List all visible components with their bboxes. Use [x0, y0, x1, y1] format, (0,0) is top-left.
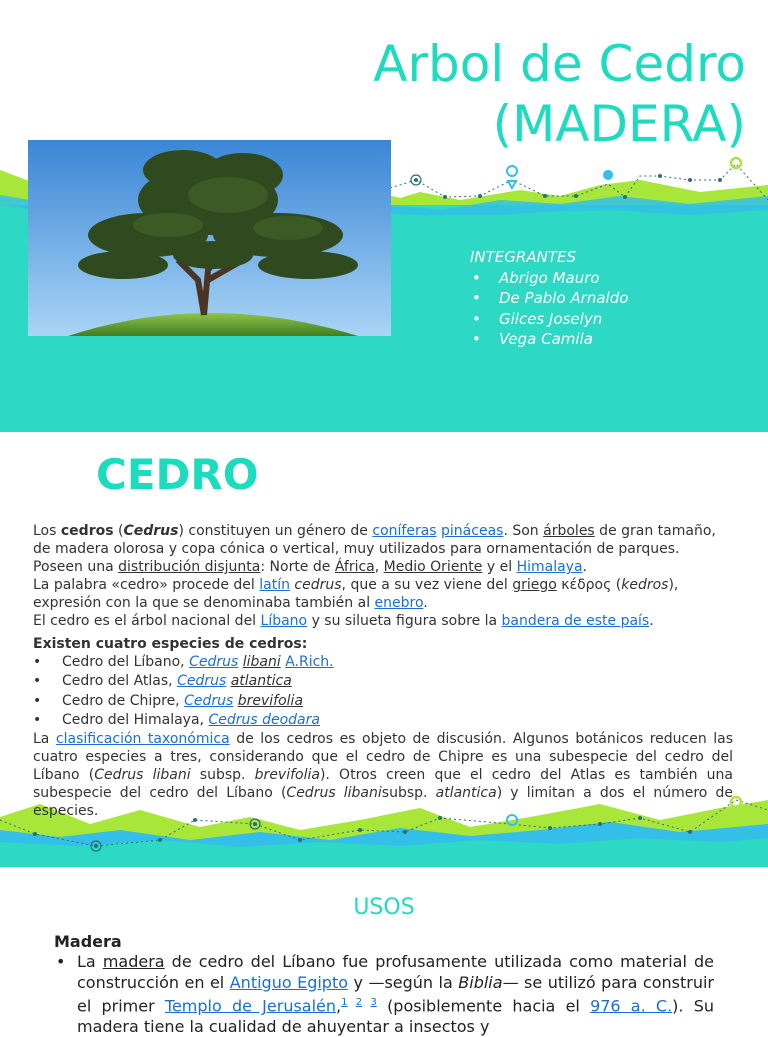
species-list: [33, 653, 733, 730]
usos-heading: USOS: [353, 895, 415, 920]
link-cedrus-deodara[interactable]: Cedrus deodara: [208, 711, 320, 728]
member-item: • Abrigo Mauro: [470, 268, 628, 289]
madera-subheading: Madera: [54, 932, 122, 951]
species-item: • Cedro del Líbano, Cedrus libani A.Rich.: [33, 653, 733, 672]
ref-3[interactable]: 3: [370, 997, 377, 1008]
member-item: • Vega Camila: [470, 329, 628, 350]
link-clasificacion[interactable]: clasificación taxonómica: [55, 731, 230, 748]
member-item: • De Pablo Arnaldo: [470, 288, 628, 309]
paragraph-etymology: La palabra «cedro» procede del latín cedrus, que a su vez viene del griego κέδρος (kedros), expresión con la que se denominaba también al enebro.: [33, 577, 679, 611]
bullet: •: [56, 952, 66, 971]
title-line-1: Arbol de Cedro: [373, 35, 746, 93]
ref-2[interactable]: 2: [355, 997, 363, 1008]
slide-divider: [0, 867, 768, 870]
link-distribucion[interactable]: distribución disjunta: [118, 559, 261, 575]
usos-slide: [0, 870, 768, 1036]
link-antiguo-egipto[interactable]: Antiguo Egipto: [229, 972, 349, 992]
link-africa[interactable]: África: [334, 559, 375, 575]
link-enebro[interactable]: enebro: [374, 595, 424, 611]
link-cedrus[interactable]: Cedrus: [184, 692, 234, 709]
link-pinaceas[interactable]: pináceas: [441, 523, 504, 539]
species-item: • Cedro del Himalaya, Cedrus deodara: [33, 711, 733, 730]
link-himalaya[interactable]: Himalaya: [516, 559, 583, 575]
link-arboles[interactable]: árboles: [543, 523, 595, 539]
paragraph-intro: Los cedros (Cedrus) constituyen un género de coníferas pináceas. Son árboles de gran tamaño, de madera olorosa y copa cónica o vertical, muy utilizados para ornamentación de parques. Poseen una distribución disjunta: Norte de África, Medio Oriente y el Himalaya.: [33, 523, 716, 575]
species-heading: Existen cuatro especies de cedros:: [33, 636, 308, 652]
cedro-body: [33, 522, 733, 820]
section-heading: CEDRO: [96, 450, 259, 499]
link-cedrus[interactable]: Cedrus: [189, 654, 239, 670]
slide-divider: [0, 432, 768, 435]
link-templo[interactable]: Templo de Jerusalén: [164, 996, 337, 1016]
madera-paragraph: La madera de cedro del Líbano fue profusamente utilizada como material de construcción en el Antiguo Egipto y —según la Biblia— se utilizó para construir el primer Templo de Jerusalén,$^{1 2 3}$ (posiblemente hacia el 976 a. C.). Su madera tiene la cualidad de ahuyentar a insectos y: [77, 952, 715, 1036]
page-title: [373, 34, 746, 154]
cedar-tree-photo: [28, 140, 391, 336]
species-item: • Cedro del Atlas, Cedrus atlantica: [33, 672, 733, 691]
madera-body: [56, 952, 714, 1037]
link-griego[interactable]: griego: [512, 577, 557, 593]
ref-1[interactable]: 1: [341, 997, 348, 1008]
members-list: [470, 268, 628, 350]
title-line-2: (MADERA): [492, 95, 746, 153]
species-item: • Cedro de Chipre, Cedrus brevifolia: [33, 692, 733, 711]
link-976[interactable]: 976 a. C.: [590, 996, 673, 1016]
link-author[interactable]: A.Rich.: [285, 654, 334, 670]
link-bandera[interactable]: bandera de este país: [501, 613, 650, 629]
members-label: INTEGRANTES: [470, 248, 576, 266]
paragraph-taxonomy: La clasificación taxonómica de los cedros es objeto de discusión. Algunos botánicos reducen las cuatro especies a tres, considerando que el cedro de Chipre es una subespecie del cedro del Líbano (Cedrus libani subsp. brevifolia). Otros creen que el cedro del Atlas es también una subespecie del cedro del Líbano (Cedrus libanisubsp. atlantica) y limitan a dos el número de especies.: [33, 731, 734, 820]
link-latin[interactable]: latín: [259, 577, 290, 593]
members-block: [470, 247, 628, 350]
link-coniferas[interactable]: coníferas: [372, 523, 437, 539]
title-slide: [0, 0, 768, 432]
link-medio-oriente[interactable]: Medio Oriente: [383, 559, 483, 575]
paragraph-national-tree: El cedro es el árbol nacional del Líbano y su silueta figura sobre la bandera de este país.: [33, 613, 654, 629]
member-item: • Gilces Joselyn: [470, 309, 628, 330]
link-libano[interactable]: Líbano: [260, 613, 308, 629]
link-cedrus[interactable]: Cedrus: [177, 673, 227, 690]
link-madera[interactable]: madera: [102, 952, 165, 971]
cedro-slide: [0, 432, 768, 870]
